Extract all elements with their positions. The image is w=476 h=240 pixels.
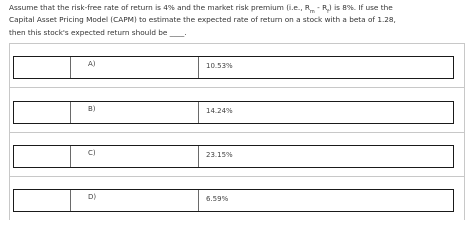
answer-options-table <box>9 43 465 220</box>
option-letter: D) <box>88 193 97 201</box>
question-line-3: then this stock's expected return should be ____. <box>9 27 187 37</box>
option-value: 23.15% <box>206 151 233 159</box>
subscript-m: m <box>309 9 315 16</box>
answer-option-row <box>10 44 464 88</box>
answer-option-row <box>10 177 464 221</box>
answer-option-a[interactable] <box>13 56 454 79</box>
option-value: 10.53% <box>206 62 233 70</box>
question-line-1-start: Assume that the risk-free rate of return is 4% and the market risk premium (i.e., R <box>9 3 310 12</box>
option-letter: B) <box>88 105 96 113</box>
question-line-1-end: ) is 8%. If use the <box>328 3 393 12</box>
question-line-1-mid: - R <box>314 3 328 12</box>
subscript-f: f <box>327 9 329 16</box>
question-text <box>9 2 469 39</box>
answer-option-row <box>10 89 464 133</box>
option-letter: C) <box>88 149 96 157</box>
option-value: 14.24% <box>206 107 233 115</box>
question-line-2: Capital Asset Pricing Model (CAPM) to estimate the expected rate of return on a stock with a beta of 1.28, <box>9 15 396 25</box>
answer-option-c[interactable] <box>13 145 454 168</box>
answer-option-row <box>10 133 464 177</box>
question-line-1 <box>9 2 469 14</box>
option-value: 6.59% <box>206 195 229 203</box>
option-letter: A) <box>88 60 96 68</box>
answer-option-d[interactable] <box>13 189 454 212</box>
answer-option-b[interactable] <box>13 101 454 124</box>
